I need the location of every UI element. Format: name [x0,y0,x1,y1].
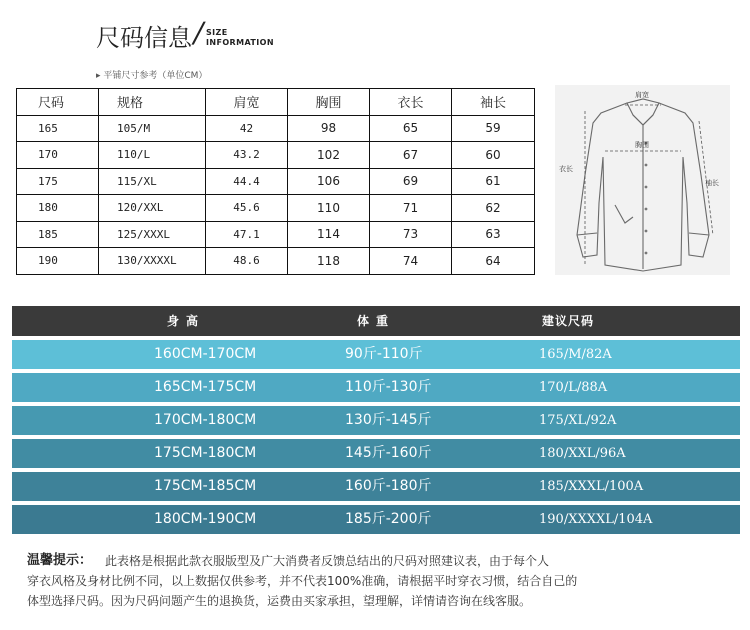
notice-line-1: 此表格是根据此款衣服版型及广大消费者反馈总结出的尺码对照建议表，由于每个人 [105,554,550,568]
table-cell: 62 [452,195,535,222]
table-cell: 43.2 [206,142,288,169]
table-cell: 170 [17,142,99,169]
height-range: 180CM-190CM [154,511,257,527]
title-slash-decoration: / [190,16,207,49]
table-cell: 44.4 [206,168,288,195]
table-row [17,195,535,222]
recommendation-row [12,472,740,501]
table-cell: 98 [288,115,370,142]
suggested-size: 170/L/88A [539,380,608,395]
height-range: 175CM-180CM [154,445,257,461]
table-cell: 69 [370,168,452,195]
recommendation-header [12,306,740,336]
weight-range: 185斤-200斤 [345,511,432,527]
table-cell: 60 [452,142,535,169]
table-cell: 45.6 [206,195,288,222]
table-cell: 118 [288,248,370,275]
table-cell: 185 [17,221,99,248]
table-row [17,221,535,248]
header-weight: 体重 [357,314,396,328]
weight-range: 130斤-145斤 [345,412,432,428]
table-row [17,142,535,169]
height-range: 175CM-185CM [154,478,257,494]
table-cell: 74 [370,248,452,275]
table-row [17,115,535,142]
suggested-size: 190/XXXXL/104A [539,512,653,527]
table-cell: 165 [17,115,99,142]
table-cell: 130/XXXXL [99,248,206,275]
suggested-size: 180/XXL/96A [539,446,626,461]
size-table-header [17,89,535,116]
header-height: 身高 [167,314,206,328]
suggested-size: 175/XL/92A [539,413,617,428]
diagram-label: 胸围 [635,141,649,149]
table-cell: 175 [17,168,99,195]
notice-line-2: 穿衣风格及身材比例不同，以上数据仅供参考，并不代表100%准确，请根据平时穿衣习惯，结合自己的 [27,574,578,588]
column-header: 规格 [99,89,206,116]
table-cell: 73 [370,221,452,248]
weight-range: 160斤-180斤 [345,478,432,494]
table-row [17,168,535,195]
height-range: 170CM-180CM [154,412,257,428]
height-range: 160CM-170CM [154,346,257,362]
notice-label: 温馨提示： [27,553,93,568]
title-en-line1: SIZE [206,28,228,37]
table-cell: 105/M [99,115,206,142]
table-cell: 61 [452,168,535,195]
table-cell: 180 [17,195,99,222]
table-cell: 42 [206,115,288,142]
title-en [206,28,274,48]
table-cell: 190 [17,248,99,275]
table-row [17,248,535,275]
recommendation-row [12,439,740,468]
table-cell: 64 [452,248,535,275]
table-cell: 48.6 [206,248,288,275]
weight-range: 145斤-160斤 [345,445,432,461]
suggested-size: 165/M/82A [539,347,612,362]
table-cell: 59 [452,115,535,142]
shirt-icon [555,85,730,275]
table-cell: 125/XXXL [99,221,206,248]
recommendation-row [12,373,740,402]
weight-range: 110斤-130斤 [345,379,432,395]
suggested-size: 185/XXXL/100A [539,479,644,494]
recommendation-row [12,505,740,534]
diagram-label: 衣长 [559,165,573,173]
table-cell: 102 [288,142,370,169]
column-header: 袖长 [452,89,535,116]
title-en-line2: INFORMATION [206,38,274,47]
table-cell: 71 [370,195,452,222]
table-cell: 47.1 [206,221,288,248]
header-suggested-size: 建议尺码 [542,314,595,328]
measurement-note: ▸ 平铺尺寸参考（单位CM） [96,71,208,81]
shirt-measurement-diagram [555,85,730,275]
table-cell: 115/XL [99,168,206,195]
table-cell: 65 [370,115,452,142]
table-cell: 106 [288,168,370,195]
recommendation-row [12,340,740,369]
recommendation-row [12,406,740,435]
size-table [16,88,535,275]
height-range: 165CM-175CM [154,379,257,395]
size-recommendation-table [12,306,740,538]
table-cell: 63 [452,221,535,248]
notice-line-3: 体型选择尺码。因为尺码问题产生的退换货，运费由买家承担，望理解，详情请咨询在线客服。 [27,594,532,608]
table-cell: 67 [370,142,452,169]
title-cn: 尺码信息 [96,24,192,52]
table-cell: 110/L [99,142,206,169]
column-header: 肩宽 [206,89,288,116]
table-cell: 120/XXL [99,195,206,222]
weight-range: 90斤-110斤 [345,346,423,362]
table-cell: 110 [288,195,370,222]
diagram-label: 袖长 [705,179,719,187]
diagram-label: 肩宽 [635,91,649,99]
column-header: 尺码 [17,89,99,116]
column-header: 胸围 [288,89,370,116]
column-header: 衣长 [370,89,452,116]
table-cell: 114 [288,221,370,248]
